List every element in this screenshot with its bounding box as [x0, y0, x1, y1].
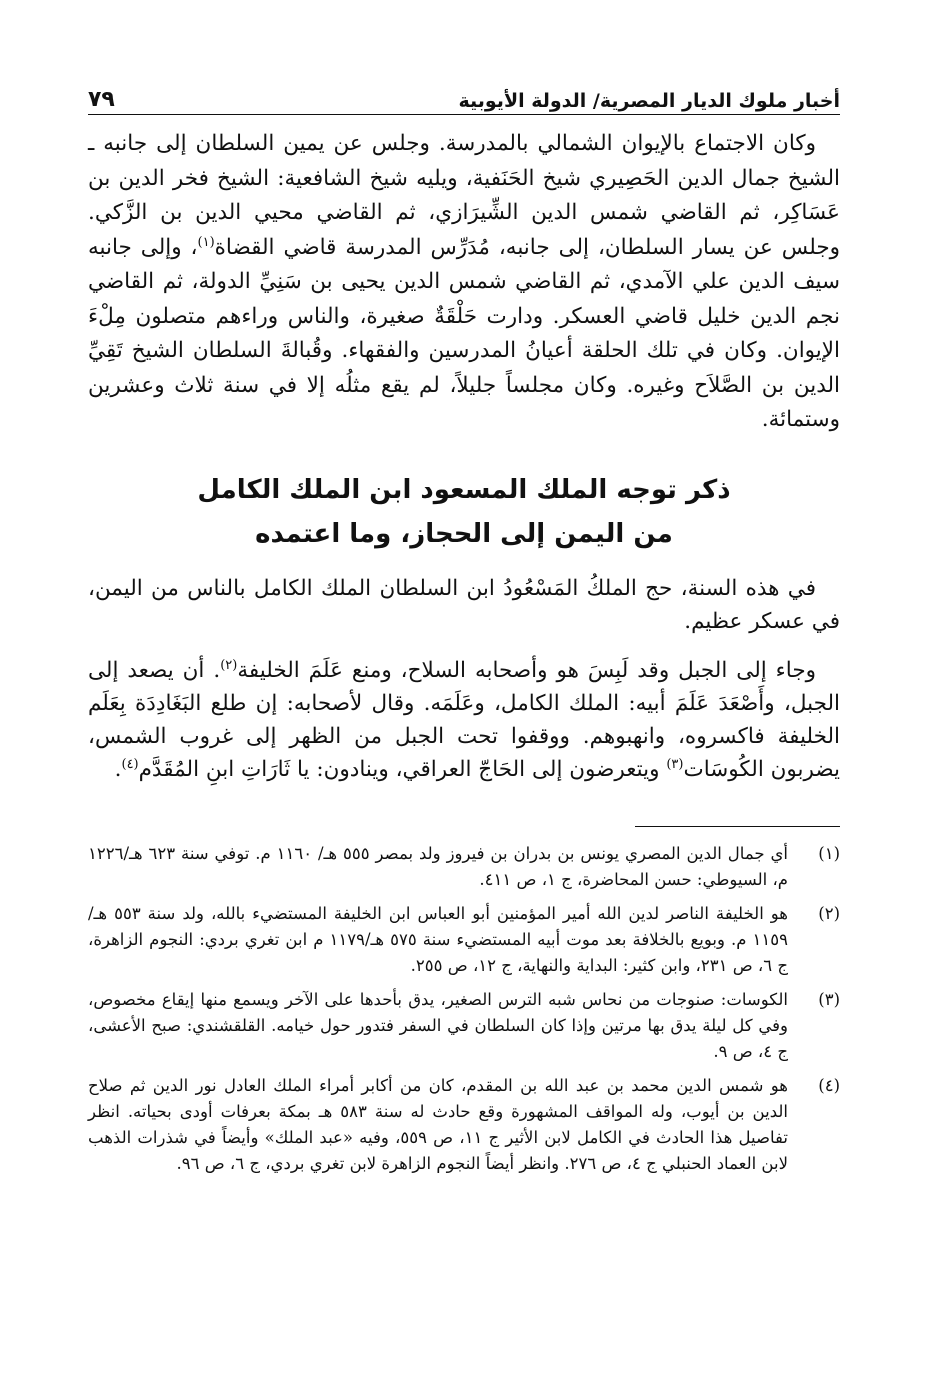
section-heading — [88, 468, 840, 556]
para2-text-4: . — [114, 756, 122, 782]
footnote-ref-3[interactable]: (٣) — [666, 756, 684, 772]
paragraph-mountain — [88, 654, 840, 786]
running-header — [88, 78, 840, 115]
section-heading-line-2: من اليمن إلى الحجاز، وما اعتمده — [255, 518, 673, 549]
footnotes — [88, 841, 840, 1177]
footnote-item — [88, 901, 840, 979]
footnote-item — [88, 987, 840, 1065]
footnote-number: (٢) — [818, 903, 840, 923]
footnote-text: الكوسات: صنوجات من نحاس شبه الترس الصغير، يدق بأحدها على الآخر ويسمع منها إيقاع مخصوص، وفي كل ليلة يدق بها مرتين وإذا كان السلطان في السفر فتدور حول خيامه. القلقشندي: صبح الأعشى، ج ٤، ص ٩. — [88, 989, 788, 1061]
footnote-ref-1[interactable]: (١) — [197, 234, 215, 250]
footnote-ref-2[interactable]: (٢) — [220, 657, 238, 673]
footnote-ref-4[interactable]: (٤) — [121, 756, 139, 772]
para2-text-2: . أن يصعد إلى الجبل، وأَصْعَدَ عَلَمَ أبيه: الملك الكامل، وعَلَمَه. وقال لأصحابه: إن طلع البَغَادِدَة بِعَلَم الخليفة فاكسروه، وانهبوهم. ووقفوا تحت الجبل من الظهر إلى غروب الشمس، يضربون الكُوسَات — [88, 657, 840, 782]
section-heading-line-1: ذكر توجه الملك المسعود ابن الملك الكامل — [197, 474, 731, 505]
footnote-item — [88, 841, 840, 893]
footnote-number: (١) — [818, 843, 840, 863]
para2-text-3: ويتعرضون إلى الحَاجّ العراقي، وينادون: يا ثَارَاتِ ابنِ المُقَدَّم — [138, 756, 667, 782]
running-title: أخبار ملوك الديار المصرية/ الدولة الأيوبية — [458, 90, 840, 112]
intro-text: وكان الاجتماع بالإيوان الشمالي بالمدرسة. وجلس عن يمين السلطان إلى جانبه ـ الشيخ جمال الدين الحَصِيري شيخ الحَنَفية، ويليه شيخ الشافعية: الشيخ فخر الدين بن عَسَاكِر، ثم القاضي شمس الدين الشِّيرَازي، ثم القاضي محيي الدين بن الزَّكي. وجلس عن يسار السلطان، إلى جانبه، مُدَرِّس المدرسة قاضي القضاة — [88, 131, 841, 260]
footnote-number: (٣) — [818, 989, 840, 1009]
para2-text-1: وجاء إلى الجبل وقد لَبِسَ هو وأصحابه السلاح، ومنع عَلَمَ الخليفة — [237, 657, 817, 683]
footnote-number: (٤) — [818, 1075, 840, 1095]
footnote-text: هو شمس الدين محمد بن عبد الله بن المقدم، كان من أكابر أمراء الملك العادل نور الدين ثم صلاح الدين بن أيوب، وله المواقف المشهورة وقع حادث له سنة ٥٨٣ هـ بمكة بعرفات أودى بحياته. انظر تفاصيل هذا الحادث في الكامل لابن الأثير ج ١١، ص ٥٥٩، وفيه «عبد الملك» وأيضاً في شذرات الذهب لابن العماد الحنبلي ج ٤، ص ٢٧٦. وانظر أيضاً النجوم الزاهرة لابن تغري بردي، ج ٦، ص ٩٦. — [88, 1075, 788, 1173]
footnote-text: أي جمال الدين المصري يونس بن بدران بن فيروز ولد بمصر ٥٥٥ هـ/ ١١٦٠ م. توفي سنة ٦٢٣ هـ/١٢٢٦ م، السيوطي: حسن المحاضرة، ج ١، ص ٤١١. — [88, 843, 788, 889]
paragraph-hajj: في هذه السنة، حج الملكُ المَسْعُودُ ابن السلطان الملك الكامل بالناس من اليمن، في عسكر عظيم. — [88, 575, 840, 634]
intro-text-cont: ، وإلى جانبه سيف الدين علي الآمدي، ثم القاضي شمس الدين يحيى بن سَنِيِّ الدولة، ثم القاضي نجم الدين خليل قاضي العسكر. ودارت حَلْقَةٌ صغيرة، والناس وراءهم متصلون مِلْءَ الإيوان. وكان في تلك الحلقة أعيانُ المدرسين والفقهاء. وقُبالةَ السلطان الشيخ تَقِيِّ الدين بن الصَّلاَح وغيره. وكان مجلساً جليلاً، لم يقع مثلُه إلا في سنة ثلاث وعشرين وستمائة. — [88, 234, 840, 432]
book-page — [88, 78, 840, 1185]
intro-paragraph — [88, 127, 840, 438]
page-number: ٧٩ — [88, 87, 115, 112]
footnote-text: هو الخليفة الناصر لدين الله أمير المؤمنين أبو العباس ابن الخليفة المستضيء بالله، ولد سنة ٥٥٣ هـ/١١٥٩ م. وبويع بالخلافة بعد موت أبيه المستضيء سنة ٥٧٥ هـ/١١٧٩ م ابن تغري بردي: النجوم الزاهرة، ج ٦، ص ٢٣١، وابن كثير: البداية والنهاية، ج ١٢، ص ٢٥٥. — [88, 903, 788, 975]
footnote-divider — [635, 826, 840, 827]
footnote-item — [88, 1073, 840, 1177]
